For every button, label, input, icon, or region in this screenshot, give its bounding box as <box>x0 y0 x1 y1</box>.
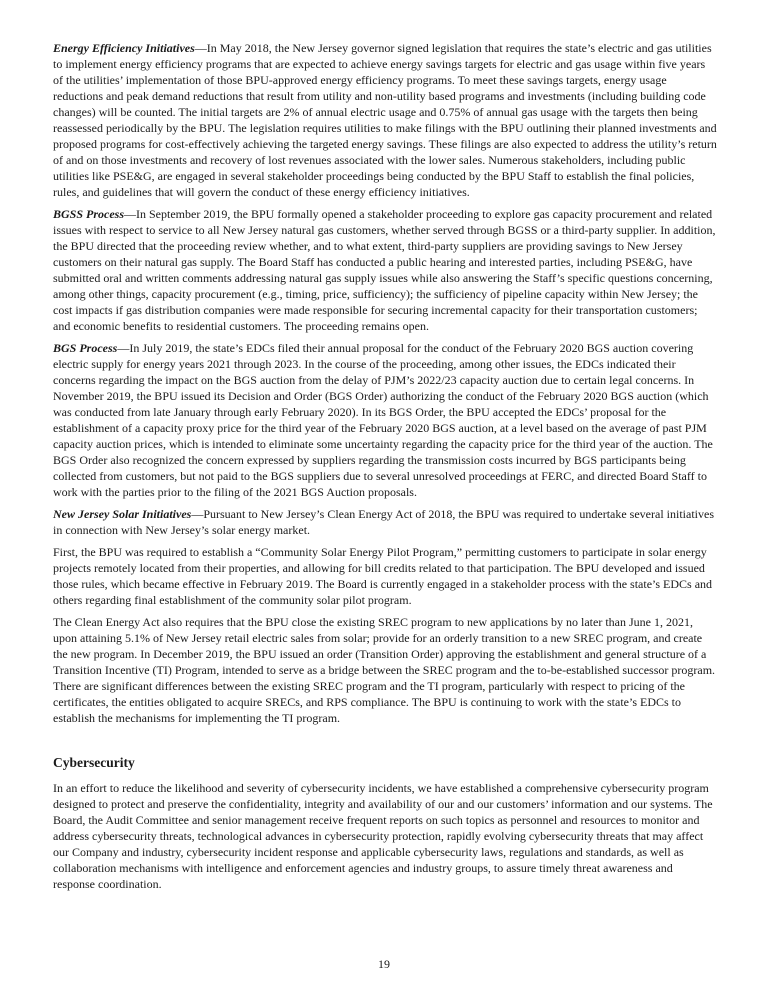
paragraph-lead-in: BGSS Process <box>53 207 125 221</box>
paragraph-cybersecurity <box>53 780 717 892</box>
page-content <box>53 40 717 898</box>
paragraph-energy-efficiency-initiatives <box>53 40 717 200</box>
paragraph-text: —In May 2018, the New Jersey governor signed legislation that requires the state’s electric and gas utilities to implement energy efficiency programs that are expected to achieve energy savings targets for electric and gas usage within five years of the utilities’ implementation of those BPU-approved energy efficiency programs. To meet these savings targets, energy usage reductions and peak demand reductions that result from utility and non-utility based programs and investments (including building code changes) will be counted. The initial targets are 2% of annual electric usage and 0.75% of annual gas usage with the targets then being reassessed periodically by the BPU. The legislation requires utilities to make filings with the BPU outlining their planned investments and proposed programs for cost-effectively achieving the targeted energy savings. These filings are also expected to address the utility’s return of and on those investments and recovery of lost revenues associated with the lower sales. Numerous stakeholders, including public utilities like PSE&G, are engaged in several stakeholder proceedings being conducted by the BPU Staff to establish the final policies, rules, and guidelines that will govern the conduct of these energy efficiency initiatives. <box>53 41 717 199</box>
paragraph-text: —Pursuant to New Jersey’s Clean Energy Act of 2018, the BPU was required to undertake several initiatives in connection with New Jersey’s solar energy market. <box>53 507 714 537</box>
paragraph-lead-in: Energy Efficiency Initiatives <box>53 41 195 55</box>
paragraph-text: —In September 2019, the BPU formally opened a stakeholder proceeding to explore gas capacity procurement and related issues with respect to service to all New Jersey natural gas customers, whether served through BGSS or a third-party supplier. In addition, the BPU directed that the proceeding review whether, and to what extent, third-party suppliers are providing savings to New Jersey customers on their natural gas supply. The Board Staff has conducted a public hearing and interested parties, including PSE&G, have submitted oral and written comments addressing natural gas supply issues while also answering the Staff’s specific questions concerning, among other things, capacity procurement (e.g., timing, price, sufficiency); the sufficiency of pipeline capacity within New Jersey; the cost impacts if gas distribution companies were made responsible for securing incremental capacity for their transportation customers; and economic benefits to residential customers. The proceeding remains open. <box>53 207 716 333</box>
paragraph-text: The Clean Energy Act also requires that the BPU close the existing SREC program to new applications by no later than June 1, 2021, upon attaining 5.1% of New Jersey retail electric sales from solar; provide for an orderly transition to a new SREC program, and create the new program. In December 2019, the BPU issued an order (Transition Order) approving the establishment and general structure of a Transition Incentive (TI) Program, intended to serve as a bridge between the SREC program and the to-be-established successor program. There are significant differences between the existing SREC program and the TI program, particularly with respect to pricing of the certificates, the entities obligated to acquire SRECs, and RPS compliance. The BPU is continuing to work with the state’s EDCs to establish the mechanisms for implementing the TI program. <box>53 615 716 725</box>
paragraph-bgss-process <box>53 206 717 334</box>
paragraph-lead-in: BGS Process <box>53 341 118 355</box>
paragraph-bgs-process <box>53 340 717 500</box>
paragraph-text: —In July 2019, the state’s EDCs filed their annual proposal for the conduct of the February 2020 BGS auction covering electric supply for energy years 2021 through 2023. In the course of the proceeding, among other issues, the EDCs indicated their concerns regarding the impact on the BGS auction from the delay of PJM’s 2022/23 capacity auction due to certain legal concerns. In November 2019, the BPU issued its Decision and Order (BGS Order) authorizing the conduct of the February 2020 BGS auction (which was conducted from late January through early February 2020). In its BGS Order, the BPU accepted the EDCs’ proposal for the establishment of a capacity proxy price for the third year of the February 2020 BGS auction, at a level based on the average of past PJM capacity auction prices, which is intended to eliminate some uncertainty regarding the capacity price for the third year of the auction. The BGS Order also recognized the concern expressed by suppliers regarding the transmission costs incurred by BGS participants being collected from customers, but not paid to the BGS suppliers due to several unresolved proceedings at FERC, and directed Board Staff to work with the parties prior to the filing of the 2021 BGS Auction proposals. <box>53 341 713 499</box>
paragraph-text: First, the BPU was required to establish a “Community Solar Energy Pilot Program,” permitting customers to participate in solar energy projects remotely located from their properties, and allowing for bill credits related to that participation. The BPU developed and issued those rules, which became effective in February 2019. The Board is currently engaged in a stakeholder process with the state’s EDCs and others regarding final establishment of the community solar pilot program. <box>53 545 713 607</box>
paragraph-lead-in: New Jersey Solar Initiatives <box>53 507 192 521</box>
paragraph-clean-energy-act-srec <box>53 614 717 726</box>
page-number: 19 <box>378 957 390 971</box>
paragraph-new-jersey-solar-initiatives <box>53 506 717 538</box>
paragraph-text: In an effort to reduce the likelihood and severity of cybersecurity incidents, we have established a comprehensive cybersecurity program designed to protect and preserve the confidentiality, integrity and availability of our and our customers’ information and our systems. The Board, the Audit Committee and senior management receive frequent reports on such topics as personnel and resources to monitor and address cybersecurity threats, technological advances in cybersecurity protection, rapidly evolving cybersecurity threats that may affect our Company and industry, cybersecurity incident response and applicable cybersecurity laws, regulations and standards, as well as collaboration mechanisms with intelligence and enforcement agencies and industry groups, to assure timely threat awareness and response coordination. <box>53 781 713 891</box>
section-heading-cybersecurity: Cybersecurity <box>53 755 135 770</box>
paragraph-community-solar-pilot <box>53 544 717 608</box>
